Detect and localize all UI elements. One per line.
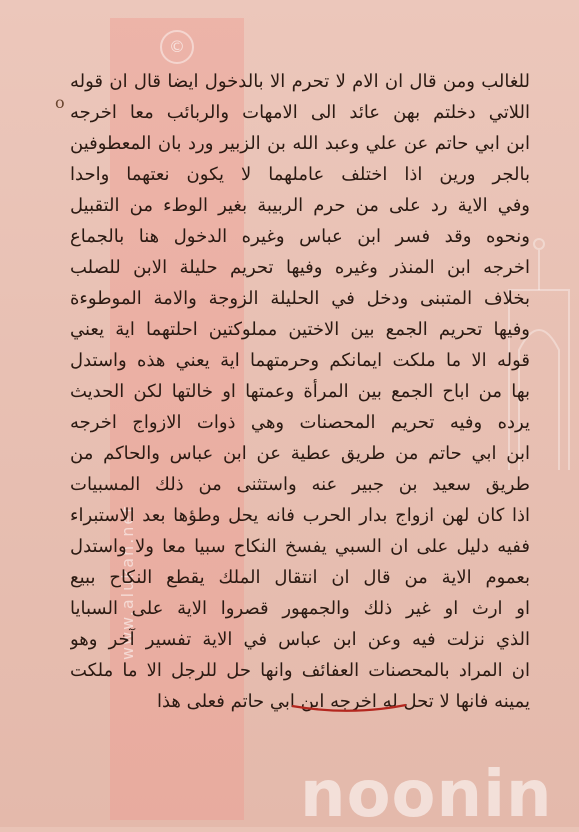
manuscript-text-block: [70, 66, 530, 717]
text-line: للغالب ومن قال ان الام لا تحرم الا بالدخول ايضا قال ان قوله: [70, 71, 530, 92]
noonin-watermark: noonin: [300, 758, 553, 832]
text-line: قوله الا ما ملكت ايمانكم وحرمتهما اية يعني هذه واستدل: [70, 350, 530, 371]
text-line: يرده وفيه تحريم المحصنات وهي ذوات الازواج اخرجه: [70, 412, 530, 433]
text-line: ابن ابي حاتم عن علي وعبد الله بن الزبير ورد بان المعطوفين: [70, 133, 530, 154]
text-line: ففيه دليل على ان السبي يفسخ النكاح سبيا معا ولا واستدل: [70, 536, 530, 557]
text-line: بعموم الاية من قال ان انتقال الملك يقطع النكاح ببيع: [70, 567, 530, 588]
text-line: اخرجه ابن المنذر وغيره وفيها تحريم حليلة الابن للصلب: [70, 257, 530, 278]
text-line: يمينه فانها لا تحل له اخرجه ابن ابي حاتم فعلى هذا: [156, 691, 530, 712]
text-line: بخلاف المتبنى ودخل في الحليلة الزوجة والامة الموطوءة: [70, 288, 530, 309]
text-line: وفي الاية رد على من حرم الربيبة بغير الوطء من التقبيل: [70, 195, 530, 216]
text-line: اللاتي دخلتم بهن عائد الى الامهات والربائب معا اخرجه: [70, 102, 530, 123]
text-line: وفيها تحريم الجمع بين الاختين مملوكتين احلتهما اية يعني: [70, 319, 530, 340]
marginal-mark: o: [55, 93, 65, 112]
text-line: ان المراد بالمحصنات العفائف وانها حل للرجل الا ما ملكت: [70, 660, 530, 681]
text-line: ونحوه وقد فسر ابن عباس وغيره الدخول هنا بالجماع: [70, 226, 530, 247]
text-line: او ارث او غير ذلك والجمهور قصروا الاية على السبايا: [70, 598, 530, 619]
text-line: بها من اباح الجمع بين المرأة وعمتها او خالتها لكن الحديث: [70, 381, 530, 402]
text-line: الذي نزلت فيه وعن ابن عباس في الاية تفسير آخر وهو: [70, 629, 530, 650]
red-underline-mark: [290, 702, 408, 714]
text-line: بالجر ورين اذا اختلف عاملهما لا يكون نعتهما واحدا: [70, 164, 530, 185]
text-line: اذا كان لهن ازواج بدار الحرب فانه يحل وطؤها بعد الاستبراء: [70, 505, 530, 526]
text-line: ابن ابي حاتم من طريق عطية عن ابن عباس والحاكم من: [70, 443, 530, 464]
watermark-logo-icon: ©: [160, 30, 194, 64]
text-line: طريق سعيد بن جبير عنه واستثنى من ذلك المسبيات: [70, 474, 530, 495]
side-watermark-text: www.alukah.net: [118, 504, 137, 660]
